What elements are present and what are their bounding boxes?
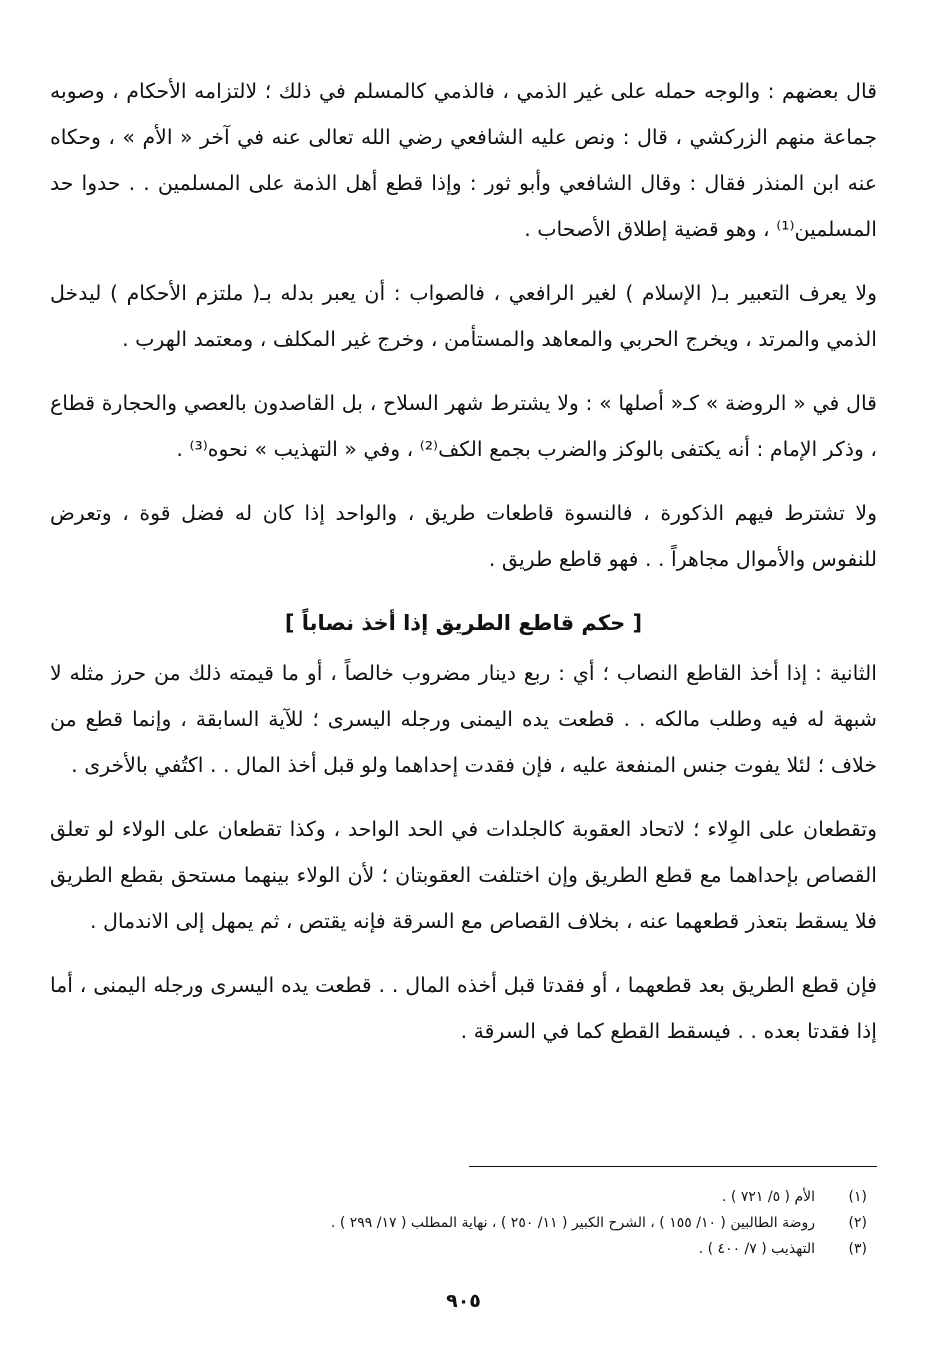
paragraph-3: قال في « الروضة » كـ« أصلها » : ولا يشترط شهر السلاح ، بل القاصدون بالعصي والحجارة قطاع ، وذكر الإمام : أنه يكتفى بالوكز والضرب بجمع الكف⁽²⁾ ، وفي « التهذيب » نحوه⁽³⁾ . [50,391,877,461]
page-number: ٩٠٥ [446,1290,481,1312]
paragraph-6: وتقطعان على الوِلاء ؛ لاتحاد العقوبة كالجلدات في الحد الواحد ، وكذا تقطعان على الولاء لو تعلق القصاص بإحداهما مع قطع الطريق وإن اختلفت العقوبتان ؛ لأن الولاء بينهما مستحق بقطع الطريق فلا يسقط بتعذر قطعهما عنه ، بخلاف القصاص مع السرقة فإنه يقتص ، ثم يمهل إلى الاندمال . [50,817,877,933]
footnote-number: (٢) [848,1215,867,1231]
footnote-text: الأم ( ٥/ ٧٢١ ) . [722,1189,815,1205]
main-text [50,68,877,1072]
footnote-text: روضة الطالبين ( ١٠/ ١٥٥ ) ، الشرح الكبير ( ١١/ ٢٥٠ ) ، نهاية المطلب ( ١٧/ ٢٩٩ ) . [330,1215,815,1231]
section-heading: [ حكم قاطع الطريق إذا أخذ نصاباً ] [284,611,643,635]
paragraph-1: قال بعضهم : والوجه حمله على غير الذمي ، فالذمي كالمسلم في ذلك ؛ لالتزامه الأحكام ، وصوبه جماعة منهم الزركشي ، قال : ونص عليه الشافعي رضي الله تعالى عنه في آخر « الأم » ، وحكاه عنه ابن المنذر فقال : وقال الشافعي وأبو ثور : وإذا قطع أهل الذمة على المسلمين . . حدوا حد المسلمين⁽¹⁾ ، وهو قضية إطلاق الأصحاب . [50,79,877,241]
footnote-number: (١) [848,1189,867,1205]
paragraph-2: ولا يعرف التعبير بـ( الإسلام ) لغير الرافعي ، فالصواب : أن يعبر بدله بـ( ملتزم الأحكام ) ليدخل الذمي والمرتد ، ويخرج الحربي والمعاهد والمستأمن ، وخرج غير المكلف ، ومعتمد الهرب . [50,281,877,351]
footnote-number: (٣) [848,1241,867,1257]
paragraph-5: الثانية : إذا أخذ القاطع النصاب ؛ أي : ربع دينار مضروب خالصاً ، أو ما قيمته ذلك من حرز مثله لا شبهة له فيه وطلب مالكه . . قطعت يده اليمنى ورجله اليسرى ؛ للآية السابقة ، وإنما قطع من خلاف ؛ لئلا يفوت جنس المنفعة عليه ، فإن فقدت إحداهما ولو قبل أخذ المال . . اكتُفي بالأخرى . [50,661,877,777]
paragraph-7: فإن قطع الطريق بعد قطعهما ، أو فقدتا قبل أخذه المال . . قطعت يده اليسرى ورجله اليمنى ، أما إذا فقدتا بعده . . فيسقط القطع كما في السرقة . [50,973,877,1043]
paragraph-4: ولا تشترط فيهم الذكورة ، فالنسوة قاطعات طريق ، والواحد إذا كان له فضل قوة ، وتعرض للنفوس والأموال مجاهراً . . فهو قاطع طريق . [50,501,877,571]
footnotes [50,1184,877,1262]
footnote-2 [50,1210,877,1236]
footnote-3 [50,1236,877,1262]
footnote-separator [469,1166,877,1167]
footnote-1 [50,1184,877,1210]
footnote-text: التهذيب ( ٧/ ٤٠٠ ) . [698,1241,815,1257]
